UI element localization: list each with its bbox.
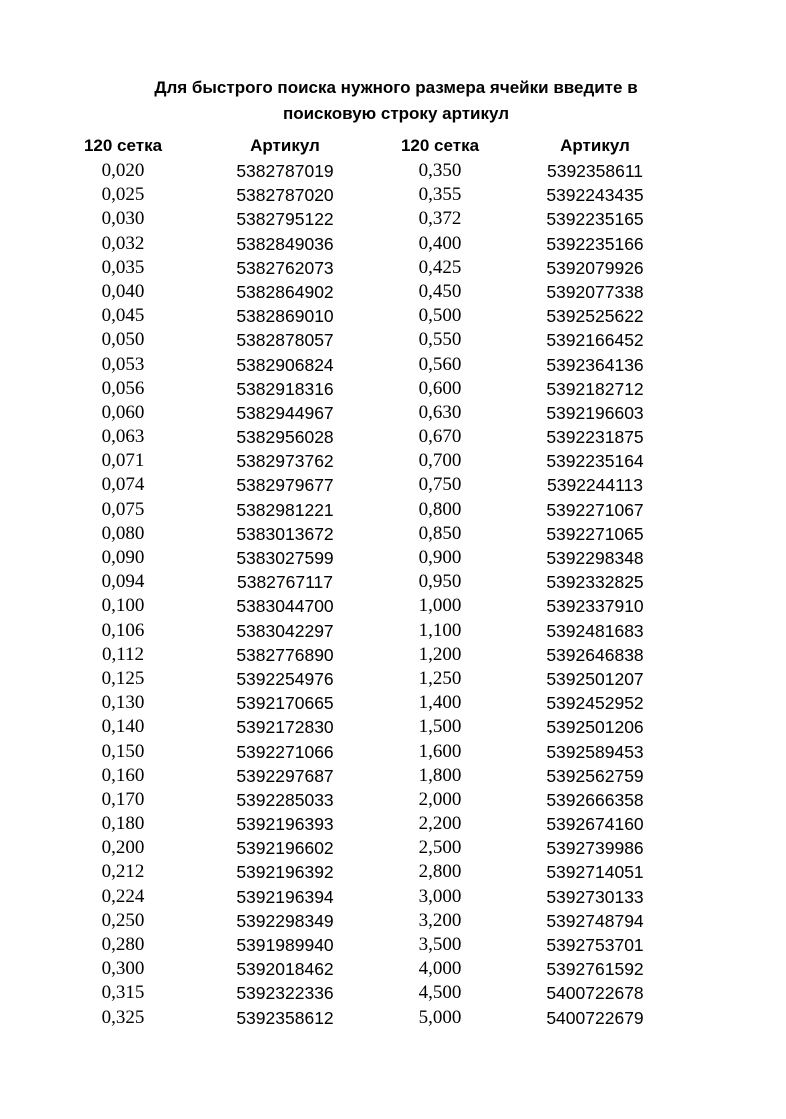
mesh-size-cell: 0,600 xyxy=(418,377,462,399)
article-cell: 5382918316 xyxy=(236,378,334,399)
table-row xyxy=(0,860,786,884)
mesh-size-cell: 0,355 xyxy=(418,184,462,206)
mesh-size-cell: 4,500 xyxy=(418,982,462,1004)
mesh-size-cell: 1,250 xyxy=(418,667,462,689)
mesh-size-cell: 0,106 xyxy=(101,619,145,641)
article-cell: 5392196393 xyxy=(236,814,334,835)
mesh-size-cell: 0,950 xyxy=(418,571,462,593)
mesh-size-cell: 1,100 xyxy=(418,619,462,641)
article-cell: 5392322336 xyxy=(236,983,334,1004)
mesh-size-cell: 3,500 xyxy=(418,934,462,955)
mesh-size-cell: 0,550 xyxy=(418,329,462,351)
table-row xyxy=(0,812,786,836)
mesh-size-cell: 0,025 xyxy=(101,184,145,206)
article-cell: 5382776890 xyxy=(236,644,334,665)
article-cell: 5392271065 xyxy=(546,523,644,544)
mesh-size-cell: 0,050 xyxy=(101,329,145,351)
article-cell: 5392196603 xyxy=(546,402,644,423)
table-row xyxy=(0,667,786,691)
article-cell: 5392589453 xyxy=(546,741,644,762)
mesh-size-cell: 3,000 xyxy=(418,885,462,907)
mesh-size-cell: 0,180 xyxy=(101,813,145,835)
table-row xyxy=(0,159,786,183)
article-table xyxy=(0,133,786,1030)
mesh-size-cell: 1,200 xyxy=(418,643,462,665)
mesh-size-cell: 0,150 xyxy=(101,740,145,762)
article-cell: 5400722678 xyxy=(546,983,644,1004)
table-row xyxy=(0,643,786,667)
mesh-size-cell: 0,372 xyxy=(418,208,462,230)
mesh-size-cell: 0,425 xyxy=(418,256,462,278)
table-row xyxy=(0,304,786,328)
article-cell: 5392562759 xyxy=(546,765,644,786)
article-cell: 5392364136 xyxy=(546,354,644,375)
header-mesh-size-left: 120 сетка xyxy=(83,136,163,155)
article-cell: 5392714051 xyxy=(546,862,644,883)
article-cell: 5382864902 xyxy=(236,281,334,302)
mesh-size-cell: 0,094 xyxy=(101,571,145,593)
mesh-size-cell: 0,112 xyxy=(101,643,145,665)
mesh-size-cell: 0,500 xyxy=(418,305,462,327)
table-row xyxy=(0,546,786,570)
article-cell: 5382956028 xyxy=(236,427,334,448)
mesh-size-cell: 1,800 xyxy=(418,764,462,786)
article-cell: 5382849036 xyxy=(236,233,334,254)
table-body xyxy=(0,159,786,1030)
article-cell: 5392525622 xyxy=(546,306,644,327)
table-row xyxy=(0,594,786,618)
article-cell: 5392298348 xyxy=(546,548,644,568)
mesh-size-cell: 0,300 xyxy=(101,958,145,980)
table-row xyxy=(0,377,786,401)
mesh-size-cell: 0,056 xyxy=(101,377,145,399)
mesh-size-cell: 0,325 xyxy=(101,1006,145,1028)
article-cell: 5392196394 xyxy=(236,886,334,907)
article-cell: 5392285033 xyxy=(236,789,334,810)
mesh-size-cell: 0,074 xyxy=(101,474,145,496)
article-cell: 5392196392 xyxy=(236,862,334,883)
mesh-size-cell: 0,040 xyxy=(101,280,145,302)
table-row xyxy=(0,740,786,764)
mesh-size-cell: 1,500 xyxy=(418,716,462,738)
article-cell: 5382944967 xyxy=(236,402,334,423)
article-cell: 5383044700 xyxy=(236,596,334,617)
mesh-size-cell: 5,000 xyxy=(418,1006,462,1028)
table-row xyxy=(0,1006,786,1030)
mesh-size-cell: 0,315 xyxy=(101,982,145,1004)
mesh-size-cell: 0,900 xyxy=(418,547,462,568)
article-cell: 5383027599 xyxy=(236,548,334,568)
article-cell: 5392170665 xyxy=(236,693,334,714)
mesh-size-cell: 0,080 xyxy=(101,522,145,544)
table-row xyxy=(0,498,786,522)
mesh-size-cell: 0,200 xyxy=(101,837,145,859)
article-cell: 5392235166 xyxy=(546,233,644,254)
article-cell: 5382981221 xyxy=(236,499,334,520)
mesh-size-cell: 0,224 xyxy=(101,885,145,907)
article-cell: 5382795122 xyxy=(236,209,334,230)
table-row xyxy=(0,788,786,812)
table-row xyxy=(0,328,786,352)
mesh-size-cell: 0,170 xyxy=(101,788,145,810)
mesh-size-cell: 0,160 xyxy=(101,764,145,786)
mesh-size-cell: 0,350 xyxy=(418,160,462,181)
table-row xyxy=(0,570,786,594)
article-cell: 5400722679 xyxy=(546,1007,644,1028)
header-mesh-size-right: 120 сетка xyxy=(400,136,480,155)
table-row xyxy=(0,619,786,643)
article-cell: 5392646838 xyxy=(546,644,644,665)
mesh-size-cell: 0,800 xyxy=(418,498,462,520)
article-cell: 5383042297 xyxy=(236,620,334,641)
article-cell: 5392358611 xyxy=(546,161,644,181)
mesh-size-cell: 0,090 xyxy=(101,547,145,568)
article-cell: 5392231875 xyxy=(546,427,644,448)
table-row xyxy=(0,425,786,449)
table-row xyxy=(0,885,786,909)
article-cell: 5392332825 xyxy=(546,572,644,593)
mesh-size-cell: 0,700 xyxy=(418,450,462,472)
article-cell: 5382762073 xyxy=(236,257,334,278)
article-cell: 5392166452 xyxy=(546,330,644,351)
article-cell: 5382878057 xyxy=(236,330,334,351)
header-article-right: Артикул xyxy=(560,136,630,155)
mesh-size-cell: 0,212 xyxy=(101,861,145,883)
header-article-left: Артикул xyxy=(250,136,320,155)
table-row xyxy=(0,522,786,546)
article-cell: 5383013672 xyxy=(236,523,334,544)
table-row xyxy=(0,401,786,425)
table-row xyxy=(0,691,786,715)
mesh-size-cell: 0,560 xyxy=(418,353,462,375)
mesh-size-cell: 0,100 xyxy=(101,595,145,617)
table-row xyxy=(0,764,786,788)
article-cell: 5392452952 xyxy=(546,693,644,714)
table-row xyxy=(0,473,786,497)
mesh-size-cell: 0,450 xyxy=(418,280,462,302)
mesh-size-cell: 3,200 xyxy=(418,909,462,931)
article-cell: 5382787019 xyxy=(236,161,334,181)
article-cell: 5392674160 xyxy=(546,814,644,835)
mesh-size-cell: 2,000 xyxy=(418,788,462,810)
mesh-size-cell: 0,020 xyxy=(101,160,145,181)
mesh-size-cell: 0,670 xyxy=(418,426,462,448)
article-cell: 5392077338 xyxy=(546,281,644,302)
article-cell: 5392298349 xyxy=(236,910,334,931)
table-row xyxy=(0,207,786,231)
table-row xyxy=(0,353,786,377)
mesh-size-cell: 0,125 xyxy=(101,667,145,689)
mesh-size-cell: 0,850 xyxy=(418,522,462,544)
mesh-size-cell: 0,032 xyxy=(101,232,145,254)
table-row xyxy=(0,256,786,280)
article-cell: 5392481683 xyxy=(546,620,644,641)
page-title-line-2: поисковую строку артикул xyxy=(282,104,510,123)
article-cell: 5392501206 xyxy=(546,717,644,738)
article-cell: 5392666358 xyxy=(546,789,644,810)
table-row xyxy=(0,449,786,473)
mesh-size-cell: 4,000 xyxy=(418,958,462,980)
article-cell: 5392196602 xyxy=(236,838,334,859)
article-cell: 5382973762 xyxy=(236,451,334,472)
mesh-size-cell: 1,600 xyxy=(418,740,462,762)
mesh-size-cell: 0,035 xyxy=(101,256,145,278)
table-row xyxy=(0,909,786,933)
article-cell: 5392297687 xyxy=(236,765,334,786)
article-cell: 5392079926 xyxy=(546,257,644,278)
article-cell: 5392748794 xyxy=(546,910,644,931)
article-cell: 5382869010 xyxy=(236,306,334,327)
article-cell: 5392358612 xyxy=(236,1007,334,1028)
article-cell: 5382906824 xyxy=(236,354,334,375)
article-cell: 5392501207 xyxy=(546,668,644,689)
article-cell: 5392182712 xyxy=(546,378,644,399)
mesh-size-cell: 0,063 xyxy=(101,426,145,448)
mesh-size-cell: 0,053 xyxy=(101,353,145,375)
article-cell: 5392254976 xyxy=(236,668,334,689)
table-header-row xyxy=(0,133,786,159)
mesh-size-cell: 0,060 xyxy=(101,401,145,423)
mesh-size-cell: 0,140 xyxy=(101,716,145,738)
mesh-size-cell: 0,280 xyxy=(101,934,145,955)
mesh-size-cell: 0,071 xyxy=(101,450,145,472)
page-title-line-1: Для быстрого поиска нужного размера ячейки введите в xyxy=(154,78,638,97)
mesh-size-cell: 0,075 xyxy=(101,498,145,520)
mesh-size-cell: 0,400 xyxy=(418,232,462,254)
article-cell: 5382979677 xyxy=(236,475,334,496)
article-cell: 5392018462 xyxy=(236,959,334,980)
mesh-size-cell: 0,250 xyxy=(101,909,145,931)
article-cell: 5392235165 xyxy=(546,209,644,230)
article-cell: 5392739986 xyxy=(546,838,644,859)
article-cell: 5392244113 xyxy=(546,475,644,496)
table-row xyxy=(0,957,786,981)
article-cell: 5392753701 xyxy=(546,935,644,955)
article-cell: 5392271066 xyxy=(236,741,334,762)
mesh-size-cell: 2,800 xyxy=(418,861,462,883)
mesh-size-cell: 2,200 xyxy=(418,813,462,835)
table-row xyxy=(0,280,786,304)
mesh-size-cell: 1,000 xyxy=(418,595,462,617)
article-cell: 5392337910 xyxy=(546,596,644,617)
article-cell: 5392730133 xyxy=(546,886,644,907)
mesh-size-cell: 2,500 xyxy=(418,837,462,859)
article-cell: 5392761592 xyxy=(546,959,644,980)
mesh-size-cell: 0,630 xyxy=(418,401,462,423)
mesh-size-cell: 0,045 xyxy=(101,305,145,327)
article-cell: 5392172830 xyxy=(236,717,334,738)
table-row xyxy=(0,715,786,739)
mesh-size-cell: 1,400 xyxy=(418,692,462,714)
article-cell: 5392243435 xyxy=(546,185,644,206)
article-cell: 5392271067 xyxy=(546,499,644,520)
mesh-size-cell: 0,030 xyxy=(101,208,145,230)
article-cell: 5391989940 xyxy=(236,935,334,955)
mesh-size-cell: 0,750 xyxy=(418,474,462,496)
mesh-size-cell: 0,130 xyxy=(101,692,145,714)
article-cell: 5382767117 xyxy=(236,572,334,593)
table-row xyxy=(0,836,786,860)
table-row xyxy=(0,981,786,1005)
article-cell: 5392235164 xyxy=(546,451,644,472)
article-cell: 5382787020 xyxy=(236,185,334,206)
table-row xyxy=(0,232,786,256)
table-row xyxy=(0,183,786,207)
table-row xyxy=(0,933,786,957)
